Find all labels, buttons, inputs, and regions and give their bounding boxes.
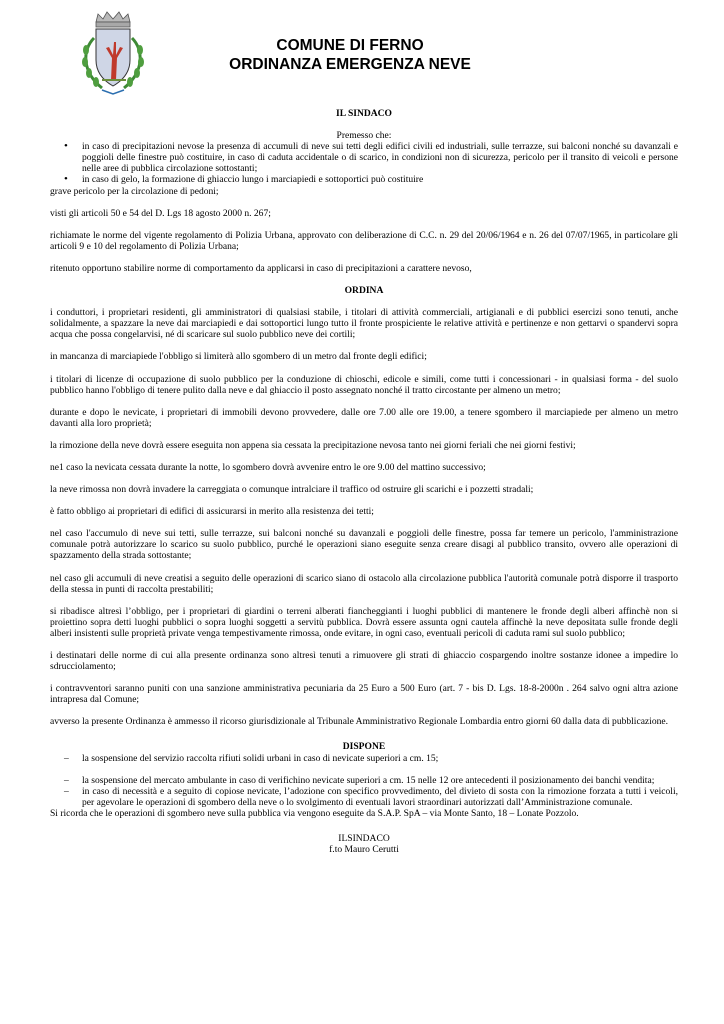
paragraph-ritenuto: ritenuto opportuno stabilire norme di comportamento da applicarsi in caso di precipitazioni a carattere nevoso, [50, 262, 472, 274]
ordinance-title: ORDINANZA EMERGENZA NEVE [229, 56, 471, 73]
ordina-paragraph: nel caso l'accumulo di neve sui tetti, sulle terrazze, sui balconi nonché su davanzali e poggioli delle finestre, possa far temere un pericolo, l'amministrazione comunale potrà autorizzare lo scarico su suolo pubblico, purché le operazioni siano eseguite senza creare disagi al pubblico transito, ovvero alle operazioni di spazzamento della strada sottostante; [50, 528, 678, 562]
municipal-coat-of-arms-icon [72, 10, 154, 100]
premise-item: • in caso di gelo, la formazione di ghiaccio lungo i marciapiedi e sottoportici può costituire [50, 174, 678, 185]
ordina-paragraph: si ribadisce altresì l’obbligo, per i proprietari di giardini o terreni alberati fiancheggianti i luoghi pubblici di mantenere le fronde degli alberi affinchè non si proiettino sopra detti luoghi pubblici o sopra luoghi soggetti a servitù pubblica. Dovrà essere assunta ogni cautela affinchè la neve depositata sulle fronde degli alberi insistenti sulle proprietà private venga tempestivamente rimossa, onde evitare, in ogni caso, eventuali pericoli di caduta rami sul suolo pubblico; [50, 605, 678, 639]
premise-continuation: grave pericolo per la circolazione di pedoni; [50, 185, 219, 197]
sap-note: Si ricorda che le operazioni di sgombero neve sulla pubblica via vengono eseguite da S.A.P. SpA – via Monte Santo, 18 – Lonate Pozzolo. [50, 807, 579, 819]
mayor-heading: IL SINDACO [336, 108, 392, 119]
dispone-item: – in caso di necessità e a seguito di copiose nevicate, l’adozione con specifico provvedimento, del divieto di sosta con la rimozione forzata a tutti i veicoli, per agevolare le operazioni di sgombero della neve o lo svolgimento di eventuali lavori straordinari autorizzati dall’Amministrazione comunale. [50, 786, 678, 808]
dispone-item: – la sospensione del servizio raccolta rifiuti solidi urbani in caso di nevicate superiori a cm. 15; [50, 753, 678, 764]
dispone-item: – la sospensione del mercato ambulante in caso di verifichino nevicate superiori a cm. 15 nelle 12 ore antecedenti il posizionamento dei banchi vendita; [50, 775, 678, 786]
dispone-list [50, 753, 678, 808]
ordina-paragraph: avverso la presente Ordinanza è ammesso il ricorso giurisdizionale al Tribunale Amministrativo Regionale Lombardia entro giorni 60 dalla data di pubblicazione. [50, 716, 668, 728]
signature-name: f.to Mauro Cerutti [329, 844, 399, 856]
ordinance-body [50, 108, 678, 855]
ordina-paragraph: i titolari di licenze di occupazione di suolo pubblico per la conduzione di chioschi, edicole e simili, come tutti i concessionari - in qualsiasi forma - del suolo pubblico hanno l'obbligo di tenere pulito dalla neve e dal ghiaccio il posto assegnato nonché il tratto circostante per almeno un metro; [50, 373, 678, 396]
ordina-paragraph: la rimozione della neve dovrà essere eseguita non appena sia cessata la precipitazione nevosa tanto nei giorni feriali che nei giorni festivi; [50, 439, 576, 451]
ordina-paragraph: ne1 caso la nevicata cessata durante la notte, lo sgombero dovrà avvenire entro le ore 9.00 del mattino successivo; [50, 461, 486, 473]
dispone-heading: DISPONE [342, 741, 386, 753]
paragraph-visti: visti gli articoli 50 e 54 del D. Lgs 18 agosto 2000 n. 267; [50, 207, 271, 219]
ordina-paragraph: in mancanza di marciapiede l'obbligo si limiterà allo sgombero di un metro dal fronte degli edifici; [50, 351, 427, 363]
ordina-heading: ORDINA [344, 285, 384, 297]
ordina-paragraph: durante e dopo le nevicate, i proprietari di immobili devono provvedere, dalle ore 7.00 alle ore 19.00, a tenere sgombero il marciapiede per almeno un metro davanti alla loro proprietà; [50, 406, 678, 429]
premises-list [50, 141, 678, 185]
ordina-paragraph: nel caso gli accumuli di neve creatisi a seguito delle operazioni di scarico siano di ostacolo alla circolazione pubblica l'autorità comunale potrà disporre il trasporto della stessa in punti di raccolta prestabiliti; [50, 572, 678, 595]
premesso-label: Premesso che: [336, 130, 392, 142]
signature-block [50, 833, 678, 855]
ordina-paragraph: i contravventori saranno puniti con una sanzione amministrativa pecuniaria da 25 Euro a 500 Euro (art. 7 - bis D. Lgs. 18-8-2000n . 264 salvo ogni altra azione intrapresa dal Comune; [50, 683, 678, 706]
municipality-title: COMUNE DI FERNO [276, 37, 424, 54]
signature-title: ILSINDACO [338, 833, 390, 845]
premise-item: • in caso di precipitazioni nevose la presenza di accumuli di neve sui tetti degli edifici civili ed industriali, sulle terrazze, sui balconi nonché su davanzali e poggioli delle finestre può costituire, in caso di caduta accidentale o di scarico, in condizioni non di sicurezza, pericolo per il transito di veicoli e persone nelle aree di pubblica circolazione sottostanti; [50, 141, 678, 174]
document-header [160, 36, 540, 74]
ordina-paragraph: i conduttori, i proprietari residenti, gli amministratori di qualsiasi stabile, i titolari di attività commerciali, artigianali e di pubblici esercizi sono tenuti, anche solidalmente, a spazzare la neve dai marciapiedi e dai sottoportici lungo tutto il fronte prospiciente le relative attività e pertinenze e non gettarvi o spandervi sopra acqua che possa congelarvisi, né di scaricare sul suolo pubblico neve dei cortili; [50, 307, 678, 341]
ordina-paragraph: è fatto obbligo ai proprietari di edifici di assicurarsi in merito alla resistenza dei tetti; [50, 506, 374, 518]
ordina-paragraph: i destinatari delle norme di cui alla presente ordinanza sono altresì tenuti a rimuovere gli strati di ghiaccio cospargendo inoltre sostanze idonee a impedire lo sdrucciolamento; [50, 650, 678, 673]
ordina-paragraph: la neve rimossa non dovrà invadere la carreggiata o comunque intralciare il traffico od ostruire gli scarichi e i pozzetti stradali; [50, 484, 534, 496]
paragraph-richiamate: richiamate le norme del vigente regolamento di Polizia Urbana, approvato con deliberazione di C.C. n. 29 del 20/06/1964 e n. 26 del 07/07/1965, in particolare gli articoli 9 e 10 del regolamento di Polizia Urbana; [50, 229, 678, 252]
